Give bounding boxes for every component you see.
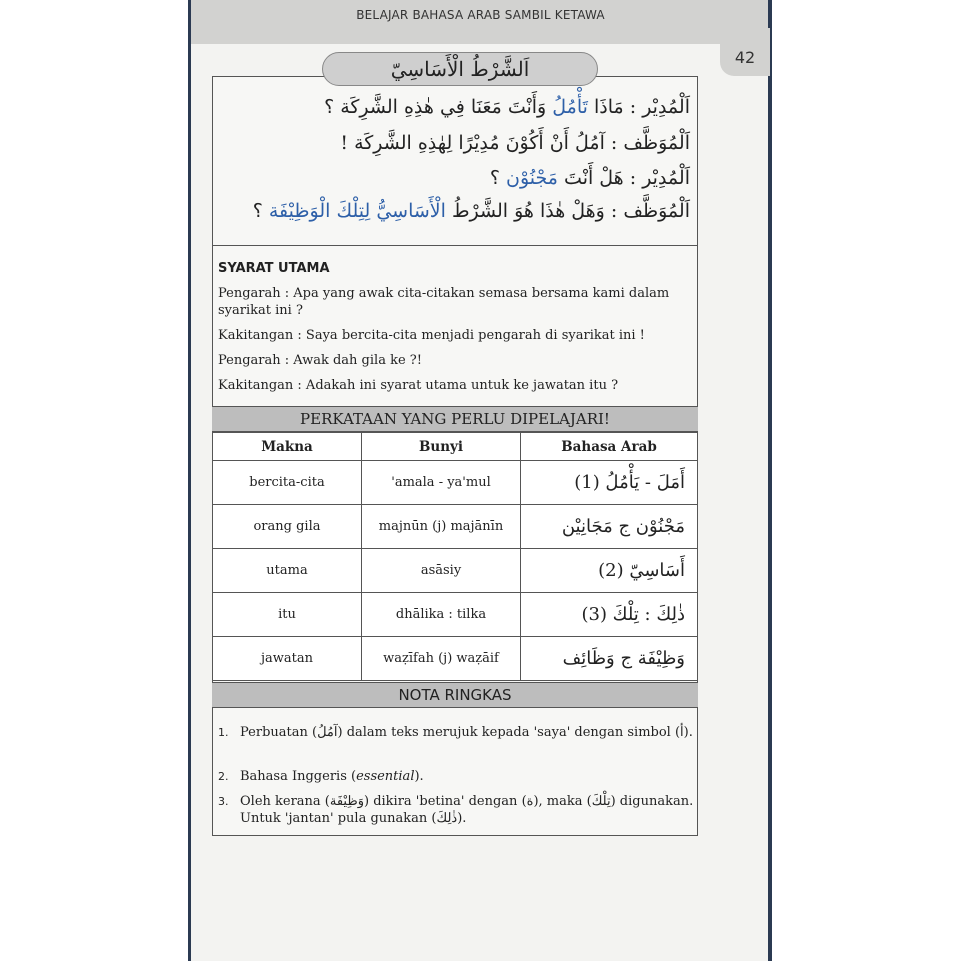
cell-makna: itu	[213, 593, 362, 637]
column-header-makna: Makna	[213, 433, 362, 461]
speaker: اَلْمُوَظَّف :	[610, 132, 690, 154]
cell-arab: أَمَلَ - يَأْمُلُ (1)	[521, 461, 698, 505]
speaker: اَلْمُدِيْر :	[629, 167, 690, 189]
dialogue-text: مَاذَا	[593, 96, 624, 118]
vocab-table	[212, 432, 698, 681]
speaker: اَلْمُدِيْر :	[629, 96, 690, 118]
table-header-row	[213, 433, 698, 461]
speaker: اَلْمُوَظَّف :	[610, 200, 690, 222]
column-header-arab: Bahasa Arab	[521, 433, 698, 461]
dialogue-highlight: تَأْمُلُ	[552, 96, 588, 118]
page-number: 42	[734, 48, 756, 67]
note-fragment: ) dalam teks merujuk kepada 'saya' dengan simbol (	[337, 725, 681, 740]
note-arabic: ذٰلِكَ	[436, 811, 458, 826]
dialogue-line-1	[220, 96, 690, 118]
cell-bunyi: majnūn (j) majānīn	[362, 505, 521, 549]
notes-title: NOTA RINGKAS	[212, 682, 698, 708]
dialogue-highlight: مَجْنُوْن	[506, 167, 558, 189]
translation-line-2: Kakitangan : Saya bercita-cita menjadi pengarah di syarikat ini !	[218, 328, 645, 343]
lesson-title: اَلشَّرْطُ الْأَسَاسِيّ	[322, 52, 598, 86]
table-row	[213, 549, 698, 593]
table-row	[213, 461, 698, 505]
note-italic: essential	[356, 769, 415, 784]
note-arabic: وَظِيْفَة	[329, 794, 364, 809]
note-fragment: Bahasa Inggeris (	[240, 769, 357, 784]
cell-arab: مَجْنُوْن ج مَجَانِيْن	[521, 505, 698, 549]
note-fragment: ), maka (	[533, 794, 592, 809]
cell-arab: ذٰلِكَ : تِلْكَ (3)	[521, 593, 698, 637]
cell-makna: utama	[213, 549, 362, 593]
dialogue-text: ؟	[252, 200, 263, 222]
cell-makna: bercita-cita	[213, 461, 362, 505]
book-edge-right	[768, 0, 772, 961]
dialogue-text: ؟	[489, 167, 500, 189]
note-fragment: ).	[683, 725, 693, 740]
note-number: 3.	[218, 795, 229, 808]
note-fragment: ).	[457, 811, 467, 826]
dialogue-line-2	[220, 132, 690, 154]
cell-bunyi: asāsiy	[362, 549, 521, 593]
dialogue-highlight: الْأَسَاسِيُّ لِتِلْكَ الْوَظِيْفَة	[268, 200, 446, 222]
note-arabic: ة	[526, 794, 534, 809]
note-text	[240, 793, 696, 827]
dialogue-text: هَلْ أَنْتَ	[564, 167, 624, 189]
note-text	[240, 724, 696, 741]
translation-title: SYARAT UTAMA	[218, 261, 330, 276]
book-title-header: BELAJAR BAHASA ARAB SAMBIL KETAWA	[356, 8, 605, 22]
table-row	[213, 637, 698, 681]
translation-line-3: Pengarah : Awak dah gila ke ?!	[218, 353, 422, 368]
note-arabic: أ	[680, 725, 684, 740]
dialogue-text: وَهَلْ هٰذَا هُوَ الشَّرْطُ	[451, 200, 605, 222]
note-fragment: Perbuatan (	[240, 725, 318, 740]
note-item-1	[218, 724, 696, 741]
cell-makna: jawatan	[213, 637, 362, 681]
cell-bunyi: waẓīfah (j) waẓāif	[362, 637, 521, 681]
vocab-title: PERKATAAN YANG PERLU DIPELAJARI!	[212, 406, 698, 432]
note-fragment: Oleh kerana (	[240, 794, 330, 809]
note-item-2	[218, 768, 696, 785]
header-band	[191, 0, 768, 44]
dialogue-text: وَأَنْتَ مَعَنَا فِي هٰذِهِ الشَّرِكَة ؟	[324, 96, 547, 118]
column-header-bunyi: Bunyi	[362, 433, 521, 461]
dialogue-line-3	[220, 167, 690, 189]
note-item-3	[218, 793, 696, 827]
cell-arab: أَسَاسِيّ (2)	[521, 549, 698, 593]
translation-line-1: Pengarah : Apa yang awak cita-citakan semasa bersama kami dalam syarikat ini ?	[218, 286, 670, 318]
cell-makna: orang gila	[213, 505, 362, 549]
note-number: 1.	[218, 726, 229, 739]
note-fragment: ) digunakan. Untuk 'jantan' pula gunakan (	[240, 794, 694, 826]
note-number: 2.	[218, 770, 229, 783]
cell-bunyi: 'amala - ya'mul	[362, 461, 521, 505]
note-arabic: تِلْكَ	[591, 794, 611, 809]
cell-bunyi: dhālika : tilka	[362, 593, 521, 637]
dialogue-line-4	[220, 200, 690, 222]
dialogue-text: آمُلُ أَنْ أَكُوْنَ مُدِيْرًا لِهٰذِهِ الشَّرِكَة !	[340, 132, 605, 154]
cell-arab: وَظِيْفَة ج وَظَائِف	[521, 637, 698, 681]
table-row	[213, 593, 698, 637]
note-fragment: ) dikira 'betina' dengan (	[363, 794, 527, 809]
note-text	[240, 768, 696, 785]
note-fragment: ).	[414, 769, 424, 784]
section-divider	[212, 245, 698, 246]
table-row	[213, 505, 698, 549]
note-arabic: آمُلُ	[317, 725, 338, 740]
translation-line-4: Kakitangan : Adakah ini syarat utama untuk ke jawatan itu ?	[218, 378, 619, 393]
